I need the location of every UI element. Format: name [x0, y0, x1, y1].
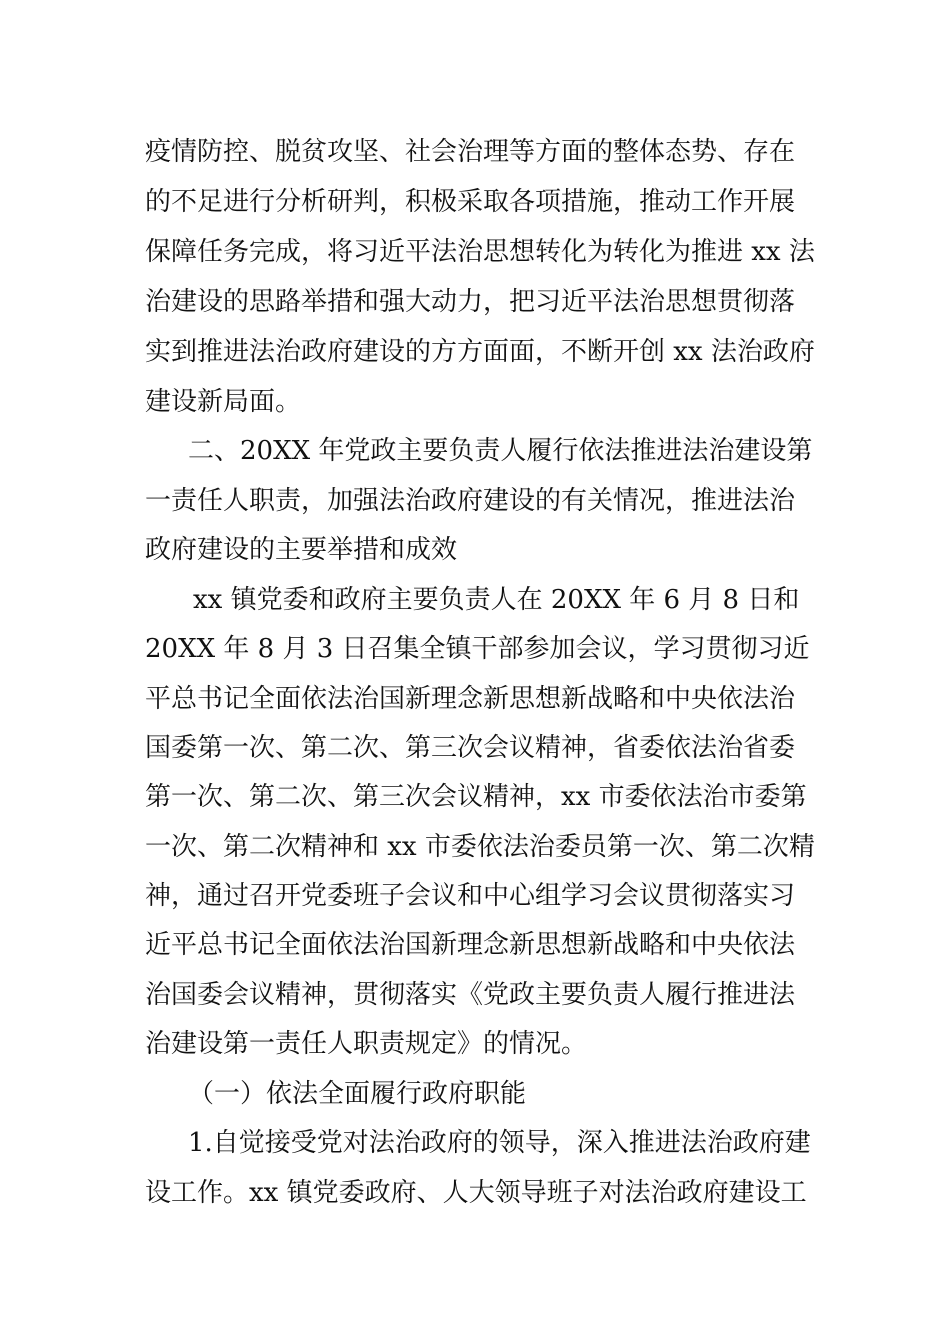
text-line: 保障任务完成，将习近平法治思想转化为转化为推进 xx 法 [145, 237, 815, 267]
section-heading-line: 政府建设的主要举措和成效 [145, 535, 458, 565]
text-line: 20XX 年 8 月 3 日召集全镇干部参加会议，学习贯彻习近 [145, 634, 810, 664]
section-heading: 二、20XX 年党政主要负责人履行依法推进法治建设第 [188, 436, 813, 466]
text-line: 一次、第二次精神和 xx 市委依法治委员第一次、第二次精 [145, 832, 815, 862]
text-line: 实到推进法治政府建设的方方面面，不断开创 xx 法治政府 [145, 337, 815, 367]
text-line: 治建设的思路举措和强大动力，把习近平法治思想贯彻落 [145, 287, 796, 317]
text-line: 治国委会议精神，贯彻落实《党政主要负责人履行推进法 [145, 980, 796, 1010]
subsection-heading: （一）依法全面履行政府职能 [188, 1079, 527, 1109]
text-line: 平总书记全面依法治国新理念新思想新战略和中央依法治 [145, 684, 796, 714]
section-heading-line: 一责任人职责，加强法治政府建设的有关情况，推进法治 [145, 486, 796, 516]
text-line: 的不足进行分析研判，积极采取各项措施，推动工作开展 [145, 187, 796, 217]
paragraph-start: xx 镇党委和政府主要负责人在 20XX 年 6 月 8 日和 [193, 585, 800, 615]
numbered-item: 1.自觉接受党对法治政府的领导，深入推进法治政府建 [188, 1128, 811, 1158]
text-line: 近平总书记全面依法治国新理念新思想新战略和中央依法 [145, 930, 796, 960]
text-line: 治建设第一责任人职责规定》的情况。 [145, 1029, 588, 1059]
text-line: 疫情防控、脱贫攻坚、社会治理等方面的整体态势、存在 [145, 137, 796, 167]
text-line: 设工作。xx 镇党委政府、人大领导班子对法治政府建设工 [145, 1178, 807, 1208]
text-line: 神，通过召开党委班子会议和中心组学习会议贯彻落实习 [145, 881, 796, 911]
text-line: 建设新局面。 [145, 387, 302, 417]
text-line: 第一次、第二次、第三次会议精神，xx 市委依法治市委第 [145, 782, 807, 812]
text-line: 国委第一次、第二次、第三次会议精神，省委依法治省委 [145, 733, 796, 763]
